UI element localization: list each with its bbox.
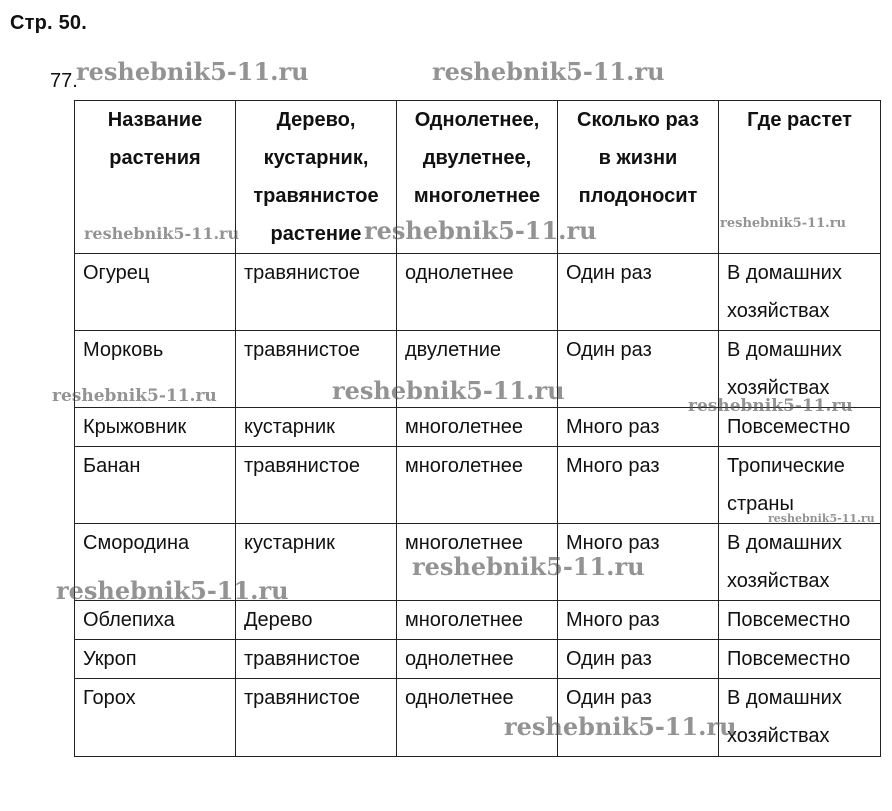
cell-lifespan: многолетнее: [397, 524, 558, 601]
cell-habitat: Повсеместно: [719, 601, 881, 640]
header-fruiting-times: Сколько раз в жизни плодоносит: [558, 101, 719, 254]
cell-plant-form: травянистое: [236, 254, 397, 331]
cell-fruiting-times: Много раз: [558, 601, 719, 640]
cell-habitat: Тропические страны: [719, 447, 881, 524]
cell-fruiting-times: Много раз: [558, 524, 719, 601]
table-row: [75, 524, 881, 601]
cell-plant-form: травянистое: [236, 679, 397, 757]
cell-plant-form: кустарник: [236, 524, 397, 601]
cell-plant-name: Морковь: [75, 331, 236, 408]
table-row: [75, 601, 881, 640]
cell-habitat: Повсеместно: [719, 640, 881, 679]
cell-lifespan: многолетнее: [397, 447, 558, 524]
plants-table: [74, 100, 881, 757]
table-row: [75, 254, 881, 331]
table-header-row: [75, 101, 881, 254]
cell-plant-form: травянистое: [236, 331, 397, 408]
watermark: reshebnik5-11.ru: [720, 216, 847, 231]
cell-fruiting-times: Один раз: [558, 331, 719, 408]
watermark: reshebnik5-11.ru: [76, 57, 309, 86]
cell-plant-name: Крыжовник: [75, 408, 236, 447]
cell-lifespan: однолетнее: [397, 640, 558, 679]
cell-fruiting-times: Один раз: [558, 640, 719, 679]
cell-plant-form: кустарник: [236, 408, 397, 447]
table-row: [75, 331, 881, 408]
watermark: reshebnik5-11.ru: [332, 376, 565, 405]
cell-fruiting-times: Один раз: [558, 254, 719, 331]
cell-lifespan: многолетнее: [397, 408, 558, 447]
cell-plant-name: Укроп: [75, 640, 236, 679]
cell-plant-name: Банан: [75, 447, 236, 524]
cell-habitat: В домашних хозяйствах: [719, 254, 881, 331]
watermark: reshebnik5-11.ru: [432, 57, 665, 86]
cell-plant-form: травянистое: [236, 447, 397, 524]
cell-habitat: В домашних хозяйствах: [719, 524, 881, 601]
watermark: reshebnik5-11.ru: [412, 552, 645, 581]
table-row: [75, 408, 881, 447]
cell-plant-name: Горох: [75, 679, 236, 757]
table-row: [75, 679, 881, 757]
cell-plant-form: Дерево: [236, 601, 397, 640]
cell-fruiting-times: Один раз: [558, 679, 719, 757]
header-habitat: Где растет: [719, 101, 881, 254]
table-row: [75, 447, 881, 524]
page-title: Стр. 50.: [10, 12, 87, 34]
cell-plant-name: Облепиха: [75, 601, 236, 640]
watermark: reshebnik5-11.ru: [688, 396, 853, 416]
watermark: reshebnik5-11.ru: [364, 216, 597, 245]
watermark: reshebnik5-11.ru: [84, 224, 240, 243]
cell-habitat: В домашних хозяйствах: [719, 331, 881, 408]
header-lifespan: Однолетнее, двулетнее, многолетнее: [397, 101, 558, 254]
cell-fruiting-times: Много раз: [558, 447, 719, 524]
cell-fruiting-times: Много раз: [558, 408, 719, 447]
header-plant-form: Дерево, кустарник, травянистое растение: [236, 101, 397, 254]
watermark: reshebnik5-11.ru: [52, 386, 217, 406]
task-number: 77.: [50, 70, 78, 92]
cell-plant-name: Огурец: [75, 254, 236, 331]
watermark: reshebnik5-11.ru: [504, 712, 737, 741]
watermark: reshebnik5-11.ru: [768, 512, 875, 525]
cell-habitat: В домашних хозяйствах: [719, 679, 881, 757]
cell-lifespan: двулетние: [397, 331, 558, 408]
cell-habitat: Повсеместно: [719, 408, 881, 447]
watermark: reshebnik5-11.ru: [56, 576, 289, 605]
cell-lifespan: однолетнее: [397, 254, 558, 331]
cell-plant-form: травянистое: [236, 640, 397, 679]
cell-plant-name: Смородина: [75, 524, 236, 601]
table-row: [75, 640, 881, 679]
cell-lifespan: однолетнее: [397, 679, 558, 757]
header-plant-name: Название растения: [75, 101, 236, 254]
cell-lifespan: многолетнее: [397, 601, 558, 640]
